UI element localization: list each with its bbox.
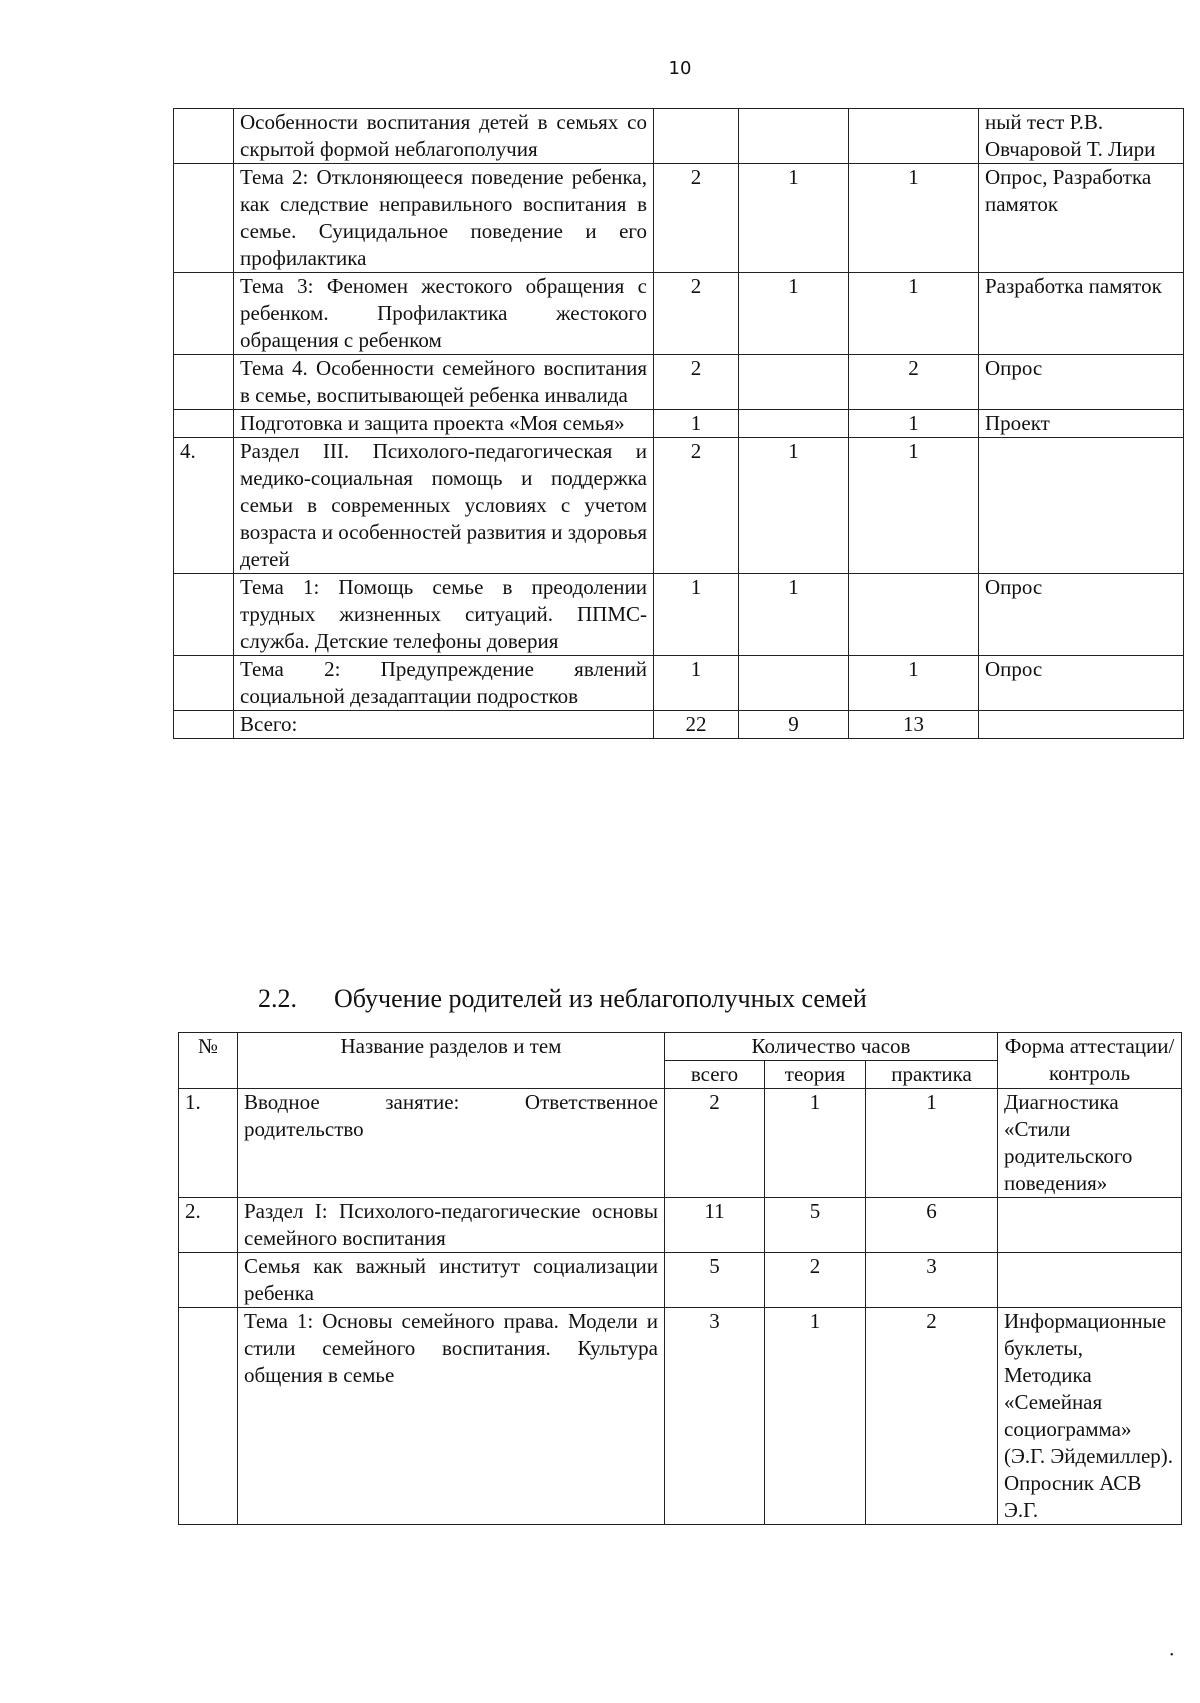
row-assessment-form: ный тест Р.В. Овчаровой Т. Лири [979, 109, 1184, 164]
row-assessment-form: Проект [979, 410, 1184, 438]
row-hours-practice: 1 [849, 273, 979, 355]
row-assessment-form [979, 438, 1184, 574]
page-number: 10 [668, 58, 692, 79]
row-hours-practice: 3 [866, 1253, 998, 1308]
row-topic: Тема 4. Особенности семейного воспитания в семье, воспитывающей ребенка инвалида [234, 355, 654, 410]
row-hours-practice: 1 [849, 656, 979, 711]
header-name: Название разделов и тем [238, 1033, 665, 1089]
row-hours-practice: 2 [849, 355, 979, 410]
row-number: 1. [179, 1089, 238, 1198]
table-row [179, 1089, 1182, 1198]
header-practice: практика [866, 1061, 998, 1089]
row-assessment-form: Разработка памяток [979, 273, 1184, 355]
row-topic: Семья как важный институт социализации ребенка [238, 1253, 665, 1308]
row-hours-total: 2 [654, 164, 739, 273]
table-row [174, 656, 1184, 711]
header-theory: теория [765, 1061, 866, 1089]
row-number [174, 109, 234, 164]
row-assessment-form: Опрос [979, 574, 1184, 656]
row-hours-practice: 13 [849, 711, 979, 739]
row-hours-theory: 5 [765, 1198, 866, 1253]
row-hours-total: 1 [654, 574, 739, 656]
row-hours-total: 2 [654, 273, 739, 355]
row-hours-total: 5 [665, 1253, 765, 1308]
row-number: 4. [174, 438, 234, 574]
row-hours-total: 11 [665, 1198, 765, 1253]
row-hours-practice: 1 [849, 410, 979, 438]
row-assessment-form [979, 711, 1184, 739]
row-hours-theory: 1 [765, 1308, 866, 1525]
row-assessment-form: Опрос [979, 355, 1184, 410]
row-hours-practice [849, 109, 979, 164]
row-number [174, 574, 234, 656]
row-topic: Вводное занятие: Ответственное родительство [238, 1089, 665, 1198]
row-assessment-form: Опрос [979, 656, 1184, 711]
parent-training-table [178, 1032, 1182, 1525]
row-number [179, 1308, 238, 1525]
table-row [174, 410, 1184, 438]
row-topic: Раздел I: Психолого-педагогические основы семейного воспитания [238, 1198, 665, 1253]
row-topic: Особенности воспитания детей в семьях со скрытой формой неблагополучия [234, 109, 654, 164]
row-assessment-form: Информационные буклеты, Методика «Семейная социограмма» (Э.Г. Эйдемиллер). Опросник АСВ Э.Г. [998, 1308, 1182, 1525]
table-row [179, 1198, 1182, 1253]
row-hours-theory: 9 [739, 711, 849, 739]
row-number [174, 273, 234, 355]
row-hours-total: 2 [654, 355, 739, 410]
row-topic: Тема 2: Отклоняющееся поведение ребенка, как следствие неправильного воспитания в семье. Суицидальное поведение и его профилактика [234, 164, 654, 273]
row-hours-practice: 1 [849, 438, 979, 574]
row-topic: Тема 2: Предупреждение явлений социальной дезадаптации подростков [234, 656, 654, 711]
row-assessment-form [998, 1253, 1182, 1308]
scan-mark: • [1170, 1650, 1174, 1661]
header-num: № [179, 1033, 238, 1089]
row-number: 2. [179, 1198, 238, 1253]
row-hours-theory [739, 410, 849, 438]
row-hours-theory: 2 [765, 1253, 866, 1308]
row-hours-theory: 1 [739, 438, 849, 574]
row-hours-practice [849, 574, 979, 656]
row-topic: Тема 1: Основы семейного права. Модели и стили семейного воспитания. Культура общения в семье [238, 1308, 665, 1525]
row-topic: Тема 1: Помощь семье в преодолении трудных жизненных ситуаций. ППМС-служба. Детские телефоны доверия [234, 574, 654, 656]
row-hours-total: 1 [654, 410, 739, 438]
header-total: всего [665, 1061, 765, 1089]
header-hours: Количество часов [665, 1033, 998, 1061]
row-hours-practice: 1 [849, 164, 979, 273]
row-number [174, 711, 234, 739]
program-table-continued [173, 108, 1184, 739]
row-number [179, 1253, 238, 1308]
row-number [174, 164, 234, 273]
section-title: Обучение родителей из неблагополучных семей [334, 984, 867, 1013]
table-row [179, 1253, 1182, 1308]
row-hours-total: 3 [665, 1308, 765, 1525]
row-topic: Тема 3: Феномен жестокого обращения с ребенком. Профилактика жестокого обращения с ребенком [234, 273, 654, 355]
table-row [174, 273, 1184, 355]
header-form: Форма аттестации/ контроль [998, 1033, 1182, 1089]
row-topic: Всего: [234, 711, 654, 739]
table-row [179, 1308, 1182, 1525]
row-hours-practice: 1 [866, 1089, 998, 1198]
row-number [174, 410, 234, 438]
row-hours-practice: 6 [866, 1198, 998, 1253]
table-row [174, 355, 1184, 410]
table-row [174, 574, 1184, 656]
row-hours-theory [739, 109, 849, 164]
table-row [174, 711, 1184, 739]
row-hours-theory: 1 [739, 164, 849, 273]
row-hours-theory: 1 [739, 574, 849, 656]
row-hours-theory: 1 [739, 273, 849, 355]
table-row [174, 438, 1184, 574]
table-row [174, 109, 1184, 164]
row-hours-theory [739, 355, 849, 410]
row-hours-practice: 2 [866, 1308, 998, 1525]
row-topic: Подготовка и защита проекта «Моя семья» [234, 410, 654, 438]
row-hours-total: 1 [654, 656, 739, 711]
row-number [174, 656, 234, 711]
row-assessment-form: Диагностика «Стили родительского поведения» [998, 1089, 1182, 1198]
row-hours-total [654, 109, 739, 164]
row-assessment-form [998, 1198, 1182, 1253]
section-number: 2.2. [258, 984, 297, 1013]
row-assessment-form: Опрос, Разработка памяток [979, 164, 1184, 273]
table-header-row [179, 1033, 1182, 1061]
row-hours-theory: 1 [765, 1089, 866, 1198]
section-heading [258, 983, 867, 1015]
row-hours-theory [739, 656, 849, 711]
row-topic: Раздел III. Психолого-педагогическая и медико-социальная помощь и поддержка семьи в современных условиях с учетом возраста и особенностей развития и здоровья детей [234, 438, 654, 574]
row-hours-total: 22 [654, 711, 739, 739]
row-hours-total: 2 [654, 438, 739, 574]
row-number [174, 355, 234, 410]
row-hours-total: 2 [665, 1089, 765, 1198]
table-row [174, 164, 1184, 273]
